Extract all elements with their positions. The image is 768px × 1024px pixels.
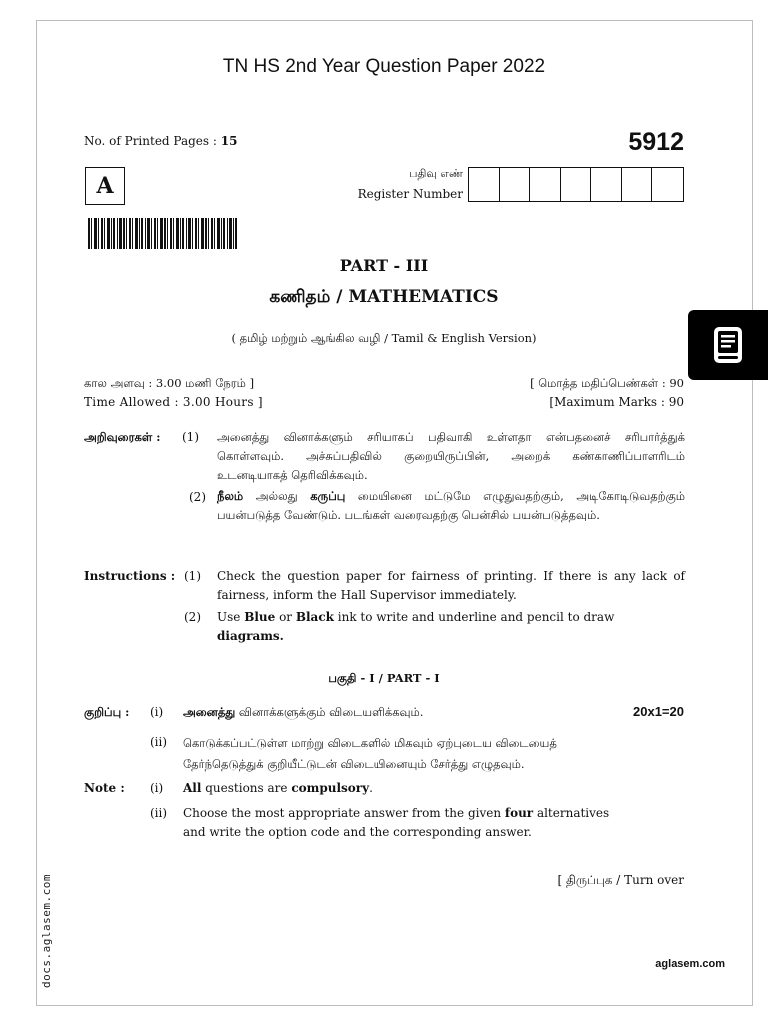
instruction-number: (2) — [189, 490, 206, 504]
instruction-tamil-1: அனைத்து வினாக்களும் சரியாகப் பதிவாகி உள்ளதா என்பதனைச் சரிபார்த்துக் கொள்ளவும். அச்சுப்பதிவில் குறையிருப்பின், அறைக் கண்காணிப்பாளரிடம் உடனடியாகத் தெரிவிக்கவும். — [217, 430, 685, 482]
register-digit-box[interactable] — [530, 168, 561, 201]
note-number: (ii) — [150, 806, 168, 820]
series-box: A — [85, 167, 125, 205]
instructions-label: Instructions : — [84, 569, 176, 583]
register-digit-box[interactable] — [500, 168, 531, 201]
bottom-watermark: aglasem.com — [655, 958, 725, 970]
instruction-number: (1) — [184, 569, 201, 583]
register-number-boxes[interactable] — [468, 167, 684, 202]
instruction-number: (2) — [184, 610, 201, 624]
marks-allocation: 20x1=20 — [633, 704, 684, 719]
instruction-2: Use Blue or Black ink to write and underline and pencil to draw diagrams. — [217, 610, 615, 643]
note-2: Choose the most appropriate answer from the given four alternatives and write the option code and the corresponding answer. — [183, 806, 610, 839]
note-label: Note : — [84, 781, 125, 795]
time-allowed: Time Allowed : 3.00 Hours ] — [84, 395, 263, 409]
note-1: All questions are compulsory. — [183, 781, 373, 795]
note-number: (i) — [150, 705, 164, 719]
printed-pages — [84, 134, 237, 148]
book-tab-button[interactable] — [688, 310, 768, 380]
ink-blue: Blue — [244, 610, 276, 624]
time-allowed-tamil: கால அளவு : 3.00 மணி நேரம் ] — [84, 376, 255, 390]
book-icon — [709, 325, 747, 365]
note-tamil-2: கொடுக்கப்பட்டுள்ள மாற்று விடைகளில் மிகவும் ஏற்புடைய விடையைத் தேர்ந்தெடுத்துக் குறியீட்டுடன் விடையினையும் சேர்த்து எழுதவும். — [183, 736, 557, 771]
subject-title: கணிதம் / MATHEMATICS — [269, 287, 499, 307]
register-label: Register Number — [357, 187, 463, 201]
note-tamil-1: அனைத்து வினாக்களுக்கும் விடையளிக்கவும். — [183, 705, 424, 719]
instruction-number: (1) — [182, 430, 199, 444]
note-tamil-label: குறிப்பு : — [84, 705, 130, 719]
register-digit-box[interactable] — [622, 168, 653, 201]
register-digit-box[interactable] — [469, 168, 500, 201]
turn-over: [ திருப்புக / Turn over — [557, 873, 684, 887]
printed-pages-value: 15 — [220, 134, 238, 148]
ink-blue-tamil: நீலம் — [217, 489, 244, 503]
section-heading: பகுதி - I / PART - I — [328, 671, 440, 685]
instruction-tamil-2: நீலம் அல்லது கருப்பு மையினை மட்டுமே எழுதுவதற்கும், அடிகோடிடுவதற்கும் பயன்படுத்த வேண்டும். படங்கள் வரைவதற்கு பென்சில் பயன்படுத்தவும். — [217, 489, 685, 522]
ink-black: Black — [295, 610, 334, 624]
side-watermark: docs.aglasem.com — [40, 874, 53, 988]
medium-note: ( தமிழ் மற்றும் ஆங்கில வழி / Tamil & English Version) — [231, 331, 537, 345]
instruction-1: Check the question paper for fairness of printing. If there is any lack of fairness, inform the Hall Supervisor immediately. — [217, 569, 685, 602]
register-digit-box[interactable] — [652, 168, 683, 201]
max-marks-tamil: [ மொத்த மதிப்பெண்கள் : 90 — [530, 376, 684, 390]
paper-code: 5912 — [628, 128, 684, 156]
printed-pages-label: No. of Printed Pages : — [84, 134, 217, 148]
barcode — [88, 218, 237, 249]
page-title: TN HS 2nd Year Question Paper 2022 — [222, 56, 546, 77]
note-number: (ii) — [150, 735, 168, 749]
register-digit-box[interactable] — [591, 168, 622, 201]
max-marks: [Maximum Marks : 90 — [549, 395, 684, 409]
ink-black-tamil: கருப்பு — [310, 489, 346, 503]
part-heading: PART - III — [339, 256, 429, 275]
register-label-tamil: பதிவு எண் — [409, 167, 463, 180]
note-number: (i) — [150, 781, 164, 795]
instructions-tamil-label: அறிவுரைகள் : — [84, 430, 161, 444]
register-digit-box[interactable] — [561, 168, 592, 201]
